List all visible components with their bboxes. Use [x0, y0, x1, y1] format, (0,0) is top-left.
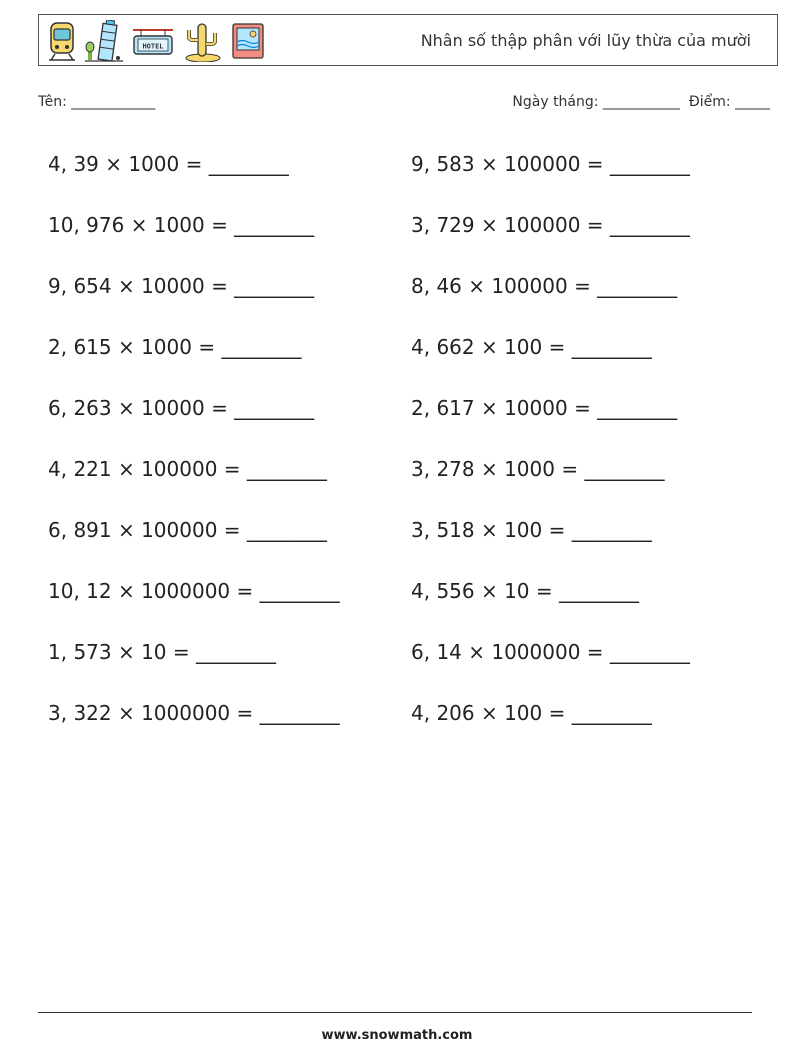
footer-divider [38, 1012, 752, 1013]
problem-right-7: 3, 518 × 100 = ________ [411, 518, 652, 542]
problem-right-3: 8, 46 × 100000 = ________ [411, 274, 678, 298]
problem-right-1: 9, 583 × 100000 = ________ [411, 152, 690, 176]
leaning-tower-icon [85, 20, 123, 62]
problem-right-8: 4, 556 × 10 = ________ [411, 579, 640, 603]
problem-right-4: 4, 662 × 100 = ________ [411, 335, 652, 359]
problem-left-5: 6, 263 × 10000 = ________ [48, 396, 315, 420]
tram-icon [47, 20, 77, 62]
problem-left-10: 3, 322 × 1000000 = ________ [48, 701, 340, 725]
problem-left-3: 9, 654 × 10000 = ________ [48, 274, 315, 298]
worksheet-header [38, 14, 778, 66]
worksheet-title: Nhân số thập phân với lũy thừa của mười [420, 31, 751, 50]
hotel-sign-icon [131, 20, 175, 62]
problem-left-9: 1, 573 × 10 = ________ [48, 640, 277, 664]
problem-left-7: 6, 891 × 100000 = ________ [48, 518, 327, 542]
date-score-fields [512, 94, 770, 110]
footer-url: www.snowmath.com [321, 1028, 473, 1043]
header-icons [47, 20, 267, 62]
hotel-sign-text: HOTEL [142, 42, 164, 51]
problem-left-8: 10, 12 × 1000000 = ________ [48, 579, 340, 603]
date-field: Ngày tháng: ___________ [512, 94, 680, 110]
postcard-icon [229, 20, 267, 62]
problem-right-9: 6, 14 × 1000000 = ________ [411, 640, 690, 664]
name-field: Tên: ____________ [38, 94, 156, 110]
problem-right-6: 3, 278 × 1000 = ________ [411, 457, 665, 481]
problem-right-10: 4, 206 × 100 = ________ [411, 701, 652, 725]
problem-left-4: 2, 615 × 1000 = ________ [48, 335, 302, 359]
problem-left-2: 10, 976 × 1000 = ________ [48, 213, 315, 237]
cactus-icon [183, 20, 221, 62]
problem-right-2: 3, 729 × 100000 = ________ [411, 213, 690, 237]
problem-right-5: 2, 617 × 10000 = ________ [411, 396, 678, 420]
score-field: Điểm: _____ [688, 94, 770, 110]
problem-left-1: 4, 39 × 1000 = ________ [48, 152, 289, 176]
problem-left-6: 4, 221 × 100000 = ________ [48, 457, 327, 481]
